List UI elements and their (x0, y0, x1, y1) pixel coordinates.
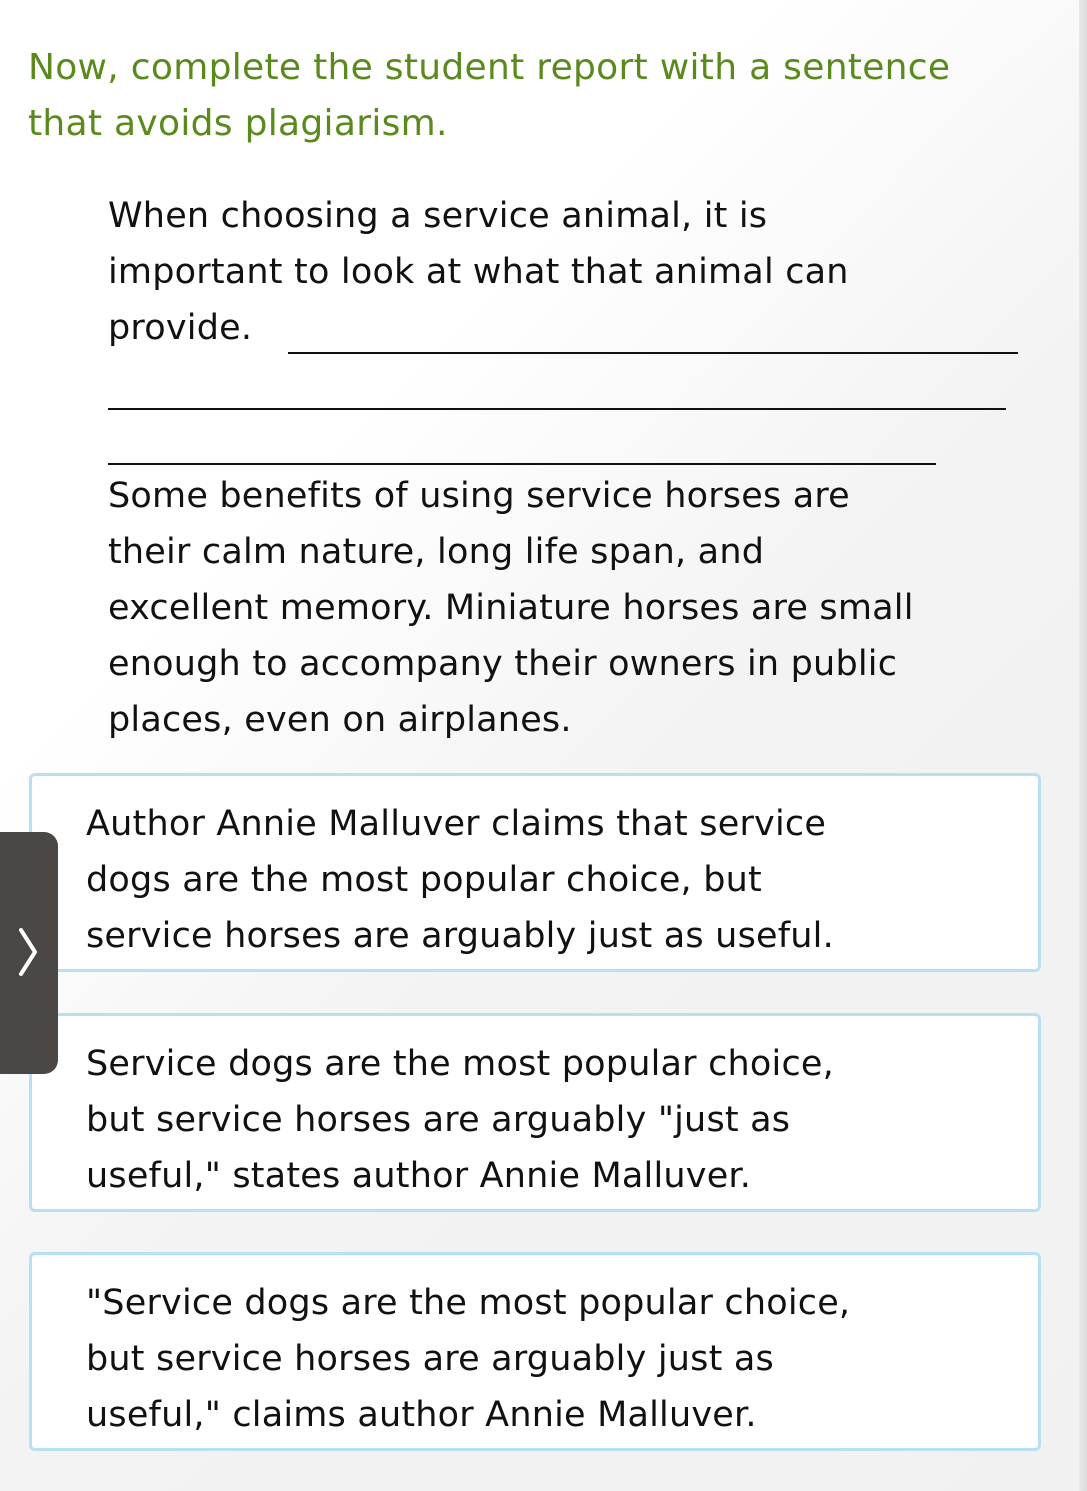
instruction-text (28, 40, 1068, 152)
choice-line: "Service dogs are the most popular choice, (86, 1283, 851, 1323)
report-line: excellent memory. Miniature horses are small (108, 588, 914, 628)
report-line: Some benefits of using service horses are (108, 476, 850, 516)
chevron-right-icon (14, 924, 42, 980)
choice-line: Service dogs are the most popular choice, (86, 1044, 834, 1084)
answer-blank-line (108, 408, 1006, 410)
answer-choice-2[interactable] (29, 1013, 1041, 1212)
report-line: When choosing a service animal, it is (108, 196, 768, 236)
choice-line: service horses are arguably just as useful. (86, 916, 834, 956)
report-line: their calm nature, long life span, and (108, 532, 765, 572)
answer-blank-line (288, 352, 1018, 354)
scrollbar-track (1079, 0, 1087, 1491)
choice-line: Author Annie Malluver claims that service (86, 804, 827, 844)
student-report-intro (108, 188, 1048, 356)
choice-line: useful," states author Annie Malluver. (86, 1156, 752, 1196)
choice-line: useful," claims author Annie Malluver. (86, 1395, 757, 1435)
student-report-continuation (108, 468, 1058, 748)
report-line: enough to accompany their owners in public (108, 644, 898, 684)
answer-choice-1[interactable] (29, 773, 1041, 972)
side-panel-toggle-button[interactable] (0, 832, 58, 1074)
answer-choice-3[interactable] (29, 1252, 1041, 1451)
instruction-line-1: Now, complete the student report with a sentence (28, 47, 951, 88)
choice-line: but service horses are arguably just as (86, 1339, 774, 1379)
instruction-line-2: that avoids plagiarism. (28, 103, 448, 144)
report-line: important to look at what that animal can (108, 252, 849, 292)
report-line: provide. (108, 308, 253, 348)
choice-line: dogs are the most popular choice, but (86, 860, 762, 900)
answer-blank-line (108, 463, 936, 465)
report-line: places, even on airplanes. (108, 700, 572, 740)
choice-line: but service horses are arguably "just as (86, 1100, 791, 1140)
